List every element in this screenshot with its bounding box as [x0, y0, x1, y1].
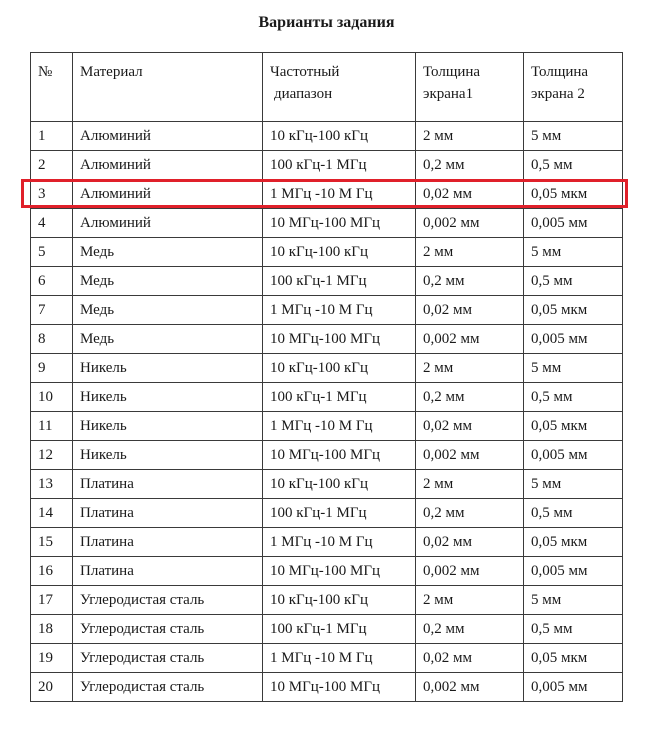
header-frequency — [263, 53, 416, 122]
cell-thickness2: 5 мм — [524, 238, 623, 267]
cell-thickness2: 0,5 мм — [524, 267, 623, 296]
cell-material: Никель — [73, 441, 263, 470]
cell-thickness1: 0,02 мм — [416, 644, 524, 673]
cell-thickness1: 0,2 мм — [416, 151, 524, 180]
cell-frequency: 10 МГц-100 МГц — [263, 209, 416, 238]
cell-thickness2: 0,05 мкм — [524, 644, 623, 673]
cell-number: 6 — [31, 267, 73, 296]
table-row — [31, 267, 623, 296]
cell-frequency: 1 МГц -10 М Гц — [263, 528, 416, 557]
cell-material: Никель — [73, 412, 263, 441]
cell-material: Углеродистая сталь — [73, 615, 263, 644]
cell-material: Алюминий — [73, 122, 263, 151]
cell-number: 18 — [31, 615, 73, 644]
cell-thickness1: 2 мм — [416, 354, 524, 383]
cell-thickness1: 0,002 мм — [416, 557, 524, 586]
cell-thickness2: 0,5 мм — [524, 383, 623, 412]
table-row — [31, 383, 623, 412]
table-row — [31, 325, 623, 354]
table-row — [31, 354, 623, 383]
cell-material: Платина — [73, 470, 263, 499]
table-row — [31, 615, 623, 644]
document-title: Варианты задания — [258, 14, 395, 31]
cell-thickness1: 2 мм — [416, 470, 524, 499]
cell-thickness1: 2 мм — [416, 238, 524, 267]
variants-table — [30, 52, 623, 702]
cell-thickness1: 2 мм — [416, 586, 524, 615]
cell-material: Платина — [73, 557, 263, 586]
table-row — [31, 586, 623, 615]
table-header-row — [31, 53, 623, 122]
header-thickness2-line1: Толщина — [531, 64, 589, 80]
cell-number: 17 — [31, 586, 73, 615]
cell-number: 15 — [31, 528, 73, 557]
cell-number: 2 — [31, 151, 73, 180]
cell-number: 19 — [31, 644, 73, 673]
table-row — [31, 412, 623, 441]
cell-material: Медь — [73, 296, 263, 325]
table-row — [31, 441, 623, 470]
cell-number: 3 — [31, 180, 73, 209]
cell-frequency: 10 кГц-100 кГц — [263, 470, 416, 499]
cell-number: 4 — [31, 209, 73, 238]
cell-frequency: 10 кГц-100 кГц — [263, 586, 416, 615]
cell-number: 7 — [31, 296, 73, 325]
cell-thickness2: 0,005 мм — [524, 325, 623, 354]
cell-number: 12 — [31, 441, 73, 470]
cell-frequency: 100 кГц-1 МГц — [263, 383, 416, 412]
table-row — [31, 296, 623, 325]
table-row — [31, 673, 623, 702]
cell-thickness2: 0,005 мм — [524, 673, 623, 702]
header-number — [31, 53, 73, 122]
cell-material: Углеродистая сталь — [73, 644, 263, 673]
cell-frequency: 100 кГц-1 МГц — [263, 615, 416, 644]
table-row — [31, 180, 623, 209]
cell-thickness1: 0,002 мм — [416, 209, 524, 238]
cell-frequency: 1 МГц -10 М Гц — [263, 644, 416, 673]
cell-frequency: 100 кГц-1 МГц — [263, 151, 416, 180]
header-thickness1-line1: Толщина — [423, 64, 481, 80]
cell-frequency: 1 МГц -10 М Гц — [263, 296, 416, 325]
cell-number: 14 — [31, 499, 73, 528]
cell-thickness2: 0,05 мкм — [524, 412, 623, 441]
table-row — [31, 528, 623, 557]
cell-frequency: 10 кГц-100 кГц — [263, 122, 416, 151]
cell-frequency: 10 МГц-100 МГц — [263, 441, 416, 470]
table-body — [31, 122, 623, 702]
cell-number: 5 — [31, 238, 73, 267]
cell-frequency: 10 МГц-100 МГц — [263, 325, 416, 354]
cell-thickness1: 0,2 мм — [416, 615, 524, 644]
cell-thickness2: 0,005 мм — [524, 209, 623, 238]
cell-frequency: 1 МГц -10 М Гц — [263, 412, 416, 441]
cell-frequency: 10 МГц-100 МГц — [263, 557, 416, 586]
cell-thickness1: 0,02 мм — [416, 528, 524, 557]
cell-number: 10 — [31, 383, 73, 412]
cell-number: 20 — [31, 673, 73, 702]
cell-material: Никель — [73, 383, 263, 412]
cell-material: Медь — [73, 238, 263, 267]
table-row — [31, 238, 623, 267]
cell-frequency: 10 кГц-100 кГц — [263, 354, 416, 383]
header-material-label: Материал — [80, 64, 143, 80]
cell-thickness1: 0,2 мм — [416, 267, 524, 296]
header-thickness2-line2: экрана 2 — [531, 86, 585, 102]
table-row — [31, 470, 623, 499]
header-thickness2 — [524, 53, 623, 122]
cell-thickness1: 0,002 мм — [416, 325, 524, 354]
table-row — [31, 499, 623, 528]
header-thickness1 — [416, 53, 524, 122]
cell-thickness2: 5 мм — [524, 122, 623, 151]
cell-thickness2: 0,005 мм — [524, 441, 623, 470]
cell-frequency: 10 МГц-100 МГц — [263, 673, 416, 702]
header-material — [73, 53, 263, 122]
header-frequency-line2: диапазон — [274, 86, 333, 102]
cell-frequency: 10 кГц-100 кГц — [263, 238, 416, 267]
header-number-label: № — [38, 64, 53, 80]
cell-thickness2: 0,05 мкм — [524, 180, 623, 209]
cell-thickness2: 0,5 мм — [524, 499, 623, 528]
cell-number: 1 — [31, 122, 73, 151]
cell-number: 13 — [31, 470, 73, 499]
cell-thickness2: 0,5 мм — [524, 615, 623, 644]
cell-thickness1: 2 мм — [416, 122, 524, 151]
cell-material: Алюминий — [73, 151, 263, 180]
cell-number: 16 — [31, 557, 73, 586]
header-frequency-line1: Частотный — [270, 64, 340, 80]
cell-thickness2: 0,05 мкм — [524, 296, 623, 325]
cell-number: 11 — [31, 412, 73, 441]
cell-number: 9 — [31, 354, 73, 383]
cell-number: 8 — [31, 325, 73, 354]
cell-material: Углеродистая сталь — [73, 586, 263, 615]
cell-thickness2: 0,05 мкм — [524, 528, 623, 557]
table-row — [31, 122, 623, 151]
cell-material: Алюминий — [73, 209, 263, 238]
cell-thickness2: 0,005 мм — [524, 557, 623, 586]
cell-material: Платина — [73, 528, 263, 557]
cell-frequency: 1 МГц -10 М Гц — [263, 180, 416, 209]
cell-material: Алюминий — [73, 180, 263, 209]
cell-thickness1: 0,2 мм — [416, 383, 524, 412]
cell-material: Платина — [73, 499, 263, 528]
cell-thickness1: 0,02 мм — [416, 412, 524, 441]
cell-material: Медь — [73, 325, 263, 354]
table-row — [31, 557, 623, 586]
cell-material: Углеродистая сталь — [73, 673, 263, 702]
header-thickness1-line2: экрана1 — [423, 86, 474, 102]
cell-thickness1: 0,002 мм — [416, 441, 524, 470]
cell-frequency: 100 кГц-1 МГц — [263, 499, 416, 528]
cell-thickness2: 5 мм — [524, 354, 623, 383]
table-row — [31, 151, 623, 180]
cell-material: Никель — [73, 354, 263, 383]
cell-thickness2: 0,5 мм — [524, 151, 623, 180]
cell-thickness1: 0,2 мм — [416, 499, 524, 528]
cell-thickness1: 0,002 мм — [416, 673, 524, 702]
table-row — [31, 209, 623, 238]
table-row — [31, 644, 623, 673]
cell-frequency: 100 кГц-1 МГц — [263, 267, 416, 296]
cell-thickness2: 5 мм — [524, 470, 623, 499]
cell-material: Медь — [73, 267, 263, 296]
cell-thickness2: 5 мм — [524, 586, 623, 615]
cell-thickness1: 0,02 мм — [416, 180, 524, 209]
cell-thickness1: 0,02 мм — [416, 296, 524, 325]
